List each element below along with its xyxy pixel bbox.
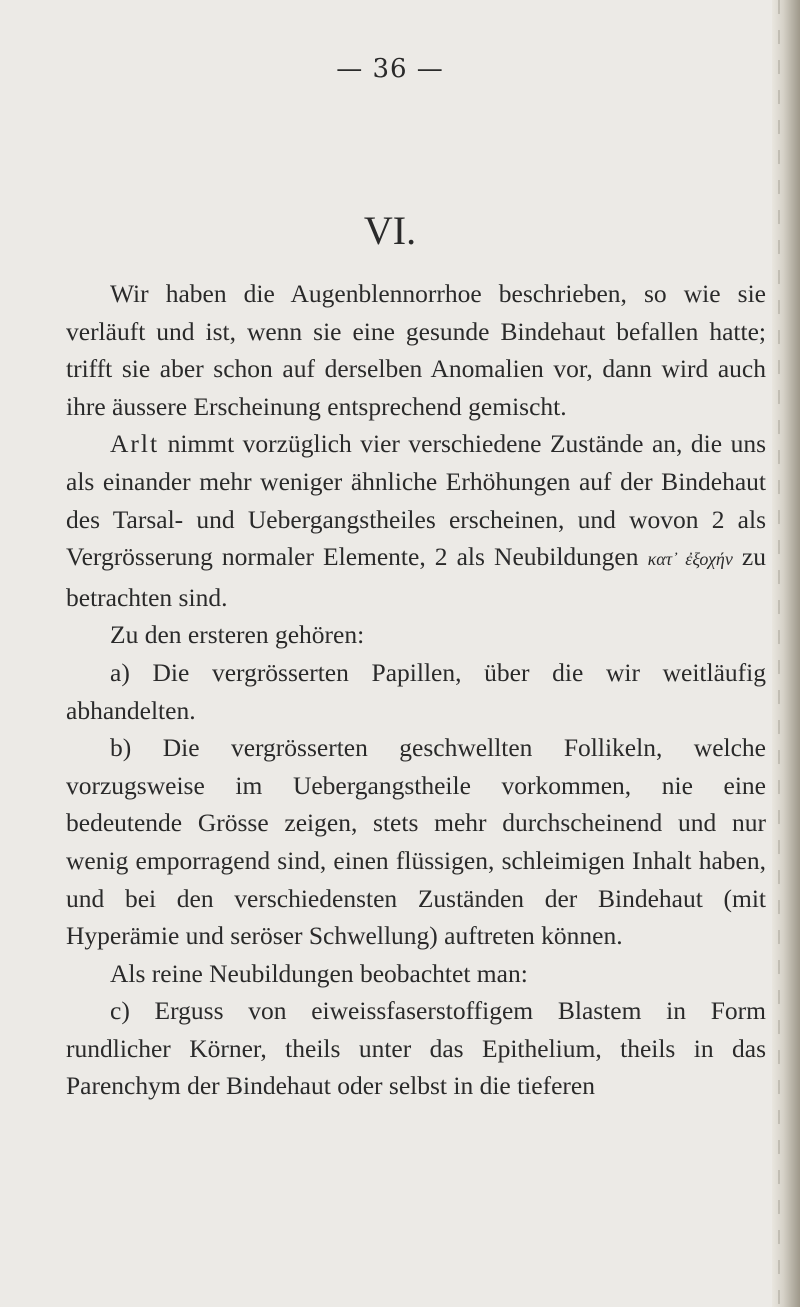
paragraph-4: a) Die vergrösserten Papillen, über die wir weitläufig abhandelten. [66,657,766,725]
paragraph-6: Als reine Neubildungen beobachtet man: [110,958,528,988]
body-text [66,275,766,1105]
paragraph-5: b) Die vergrösserten geschwellten Follikeln, welche vorzugsweise im Uebergangstheile vorkommen, nie eine bedeutende Grösse zeigen, stets mehr durchscheinend und nur wenig emporragend sind, einen flüssigen, schleimigen Inhalt haben, und bei den verschiedensten Zuständen der Bindehaut (mit Hyperämie und seröser Schwellung) auftreten können. [66,733,766,951]
chapter-heading: VI. [363,208,417,253]
paragraph-7: c) Erguss von eiweissfaserstoffigem Blastem in Form rundlicher Körner, theils unter das Epithelium, theils in das Parenchym der Bindehaut oder selbst in die tieferen [66,996,766,1101]
paragraph-2 [66,425,766,616]
paragraph-1: Wir haben die Augenblennorrhoe beschrieben, so wie sie verläuft und ist, wenn sie eine gesunde Bindehaut befallen hatte; trifft sie aber schon auf derselben Anomalien vor, dann wird auch ihre äussere Erscheinung entsprechend gemischt. [66,279,766,421]
page-number-header: — 36 — [336,54,444,84]
paragraph-2-text-b: zu betrachten sind. [66,542,766,612]
greek-phrase: κατ᾿ ἐξοχήν [647,549,733,570]
paragraph-3: Zu den ersteren gehören: [110,620,365,650]
author-name: Arlt [110,429,160,459]
paragraph-2-text-a: nimmt vorzüglich vier verschiedene Zustände an, die uns als einander mehr weniger ähnliche Erhöhungen auf der Bindehaut des Tarsal- und Uebergangstheiles erscheinen, und wovon 2 als Vergrösserung normaler Elemente, 2 als Neubildungen [66,429,766,572]
page-edge [772,0,800,1307]
